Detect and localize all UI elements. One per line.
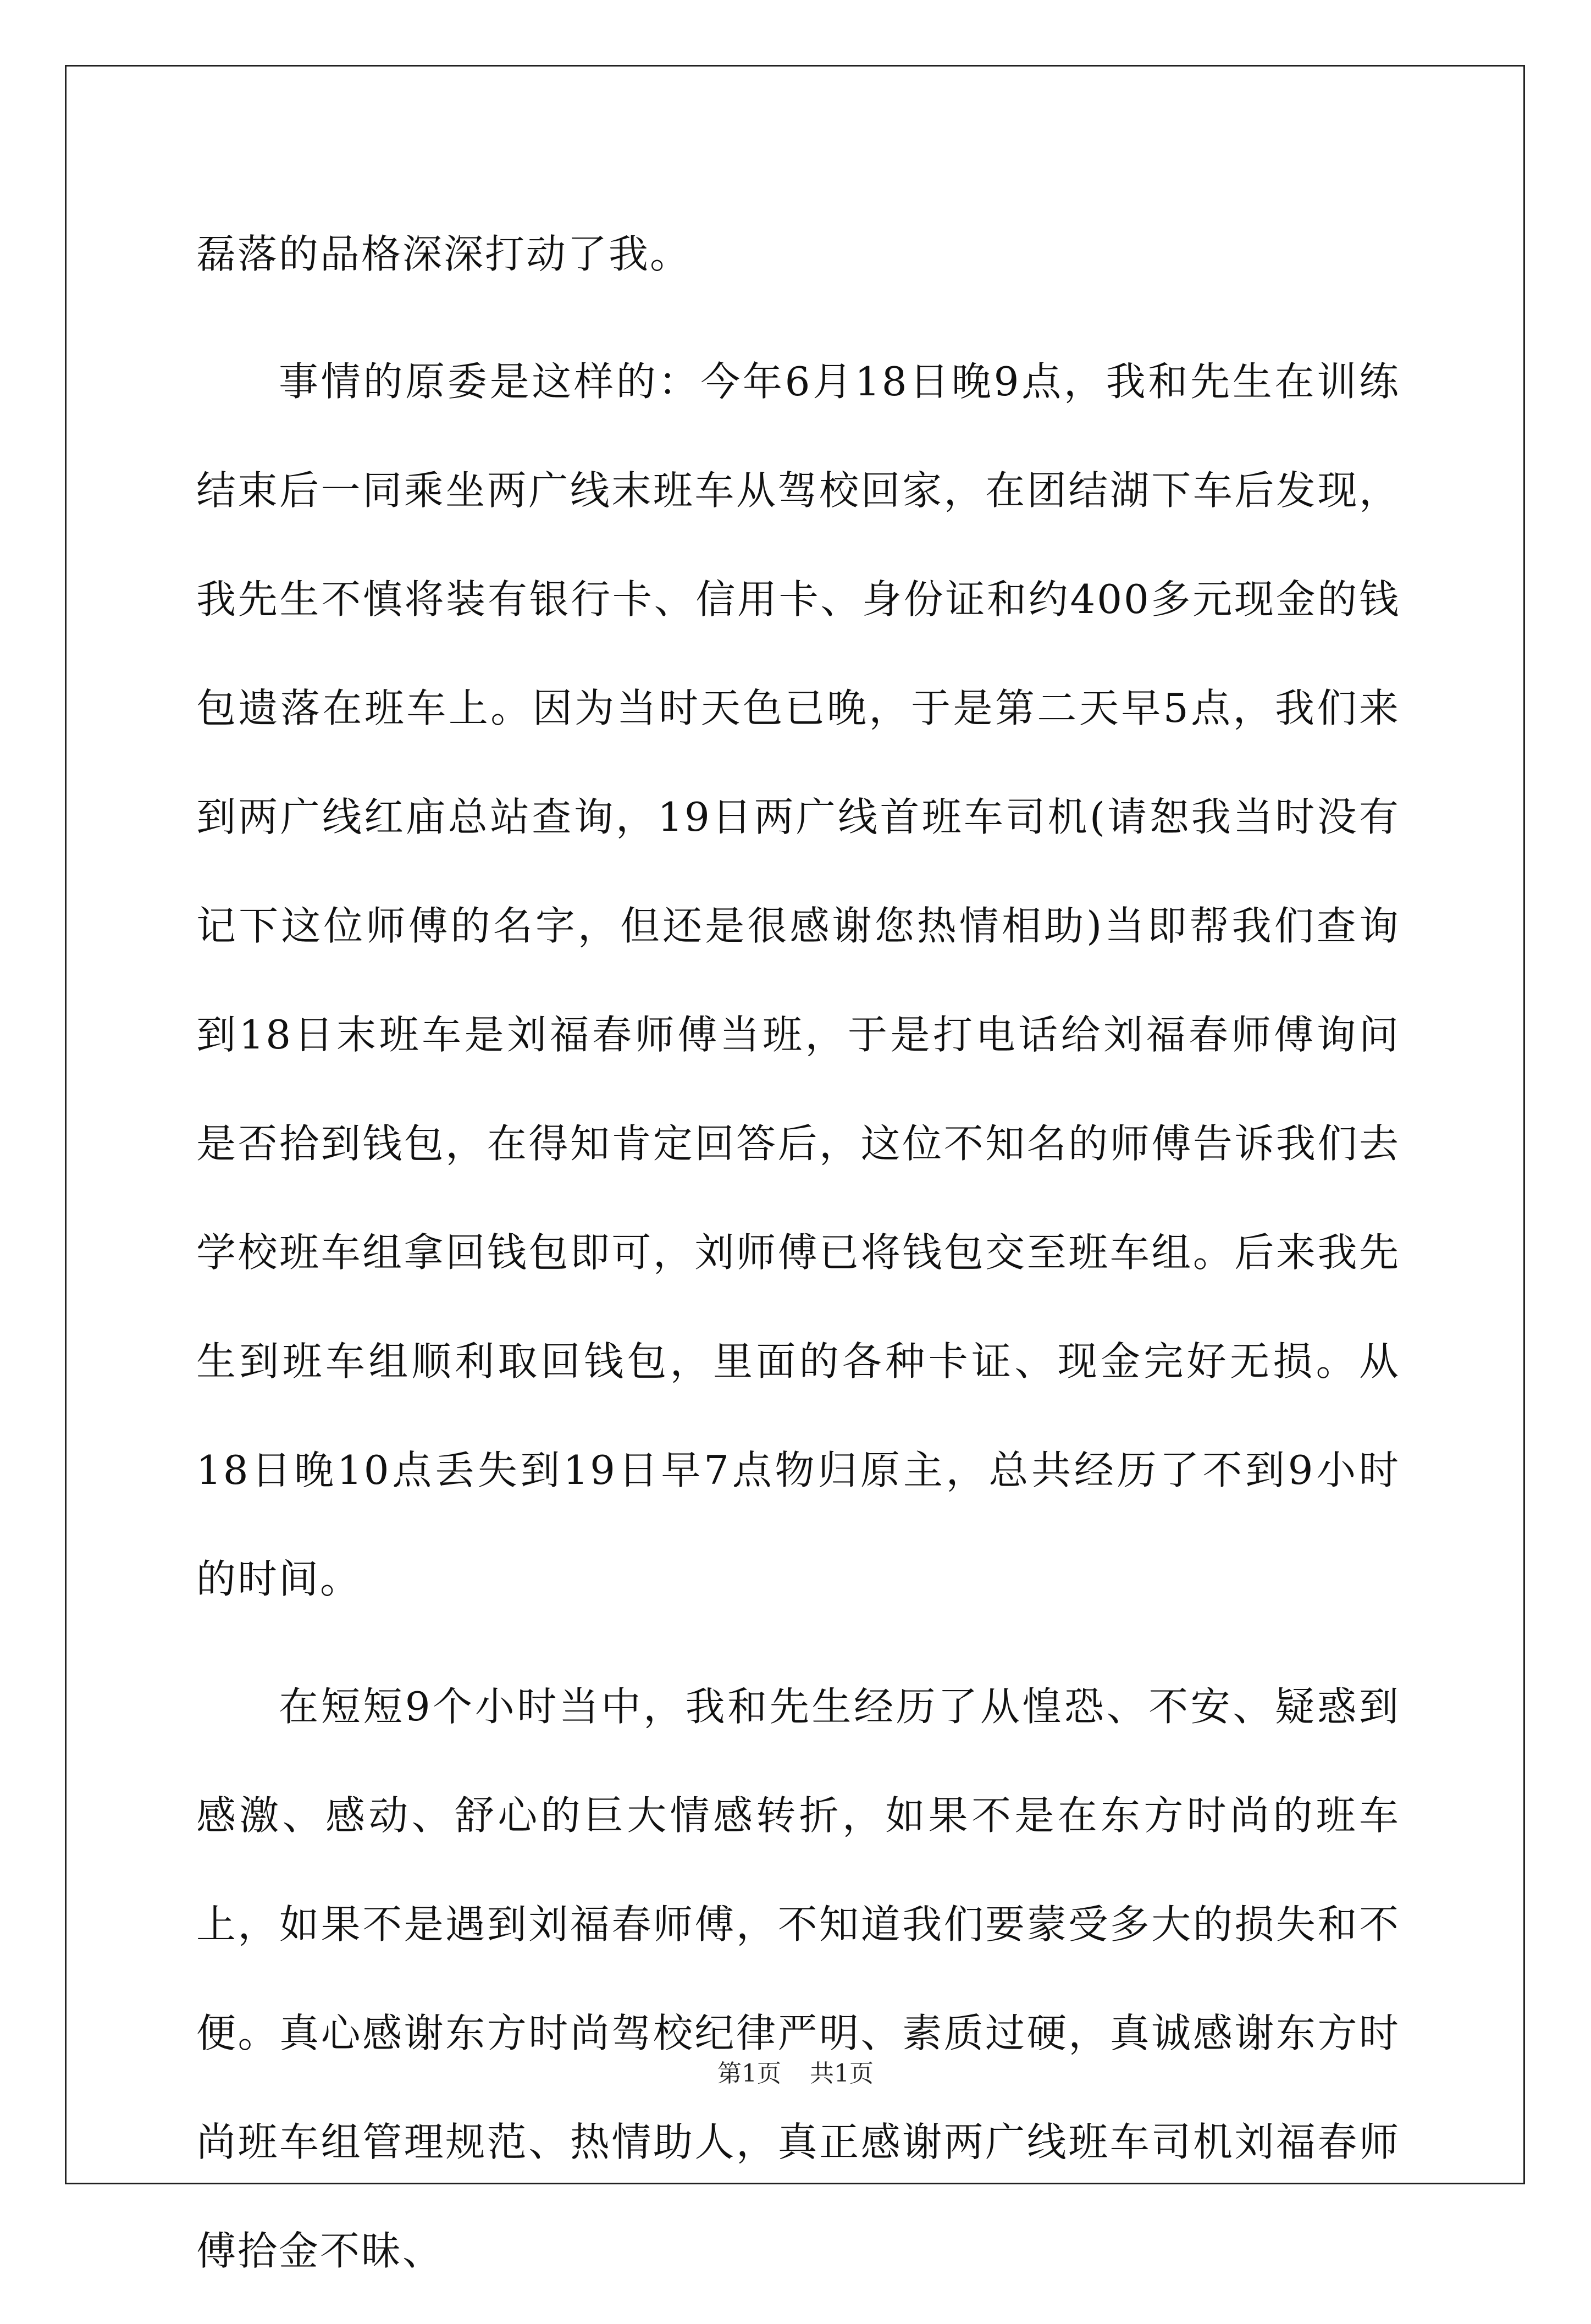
- page-footer: [0, 2057, 1591, 2090]
- page-total: 共1页: [810, 2060, 874, 2088]
- document-body: [196, 200, 1400, 2324]
- page-number: 第1页: [717, 2060, 781, 2088]
- paragraph-incident-account: 事情的原委是这样的：今年6月18日晚9点，我和先生在训练结束后一同乘坐两广线末班车从驾校回家，在团结湖下车后发现，我先生不慎将装有银行卡、信用卡、身份证和约400多元现金的钱包遗落在班车上。因为当时天色已晚，于是第二天早5点，我们来到两广线红庙总站查询，19日两广线首班车司机(请恕我当时没有记下这位师傅的名字，但还是很感谢您热情相助)当即帮我们查询到18日末班车是刘福春师傅当班，于是打电话给刘福春师傅询问是否拾到钱包，在得知肯定回答后，这位不知名的师傅告诉我们去学校班车组拿回钱包即可，刘师傅已将钱包交至班车组。后来我先生到班车组顺利取回钱包，里面的各种卡证、现金完好无损。从18日晚10点丢失到19日早7点物归原主，总共经历了不到9小时的时间。: [196, 358, 1400, 1602]
- paragraph-gratitude: 在短短9个小时当中，我和先生经历了从惶恐、不安、疑惑到感激、感动、舒心的巨大情感转折，如果不是在东方时尚的班车上，如果不是遇到刘福春师傅，不知道我们要蒙受多大的损失和不便。真心感谢东方时尚驾校纪律严明、素质过硬，真诚感谢东方时尚班车组管理规范、热情助人，真正感谢两广线班车司机刘福春师傅拾金不昧、: [196, 1683, 1400, 2274]
- paragraph-continuation: 磊落的品格深深打动了我。: [196, 231, 692, 277]
